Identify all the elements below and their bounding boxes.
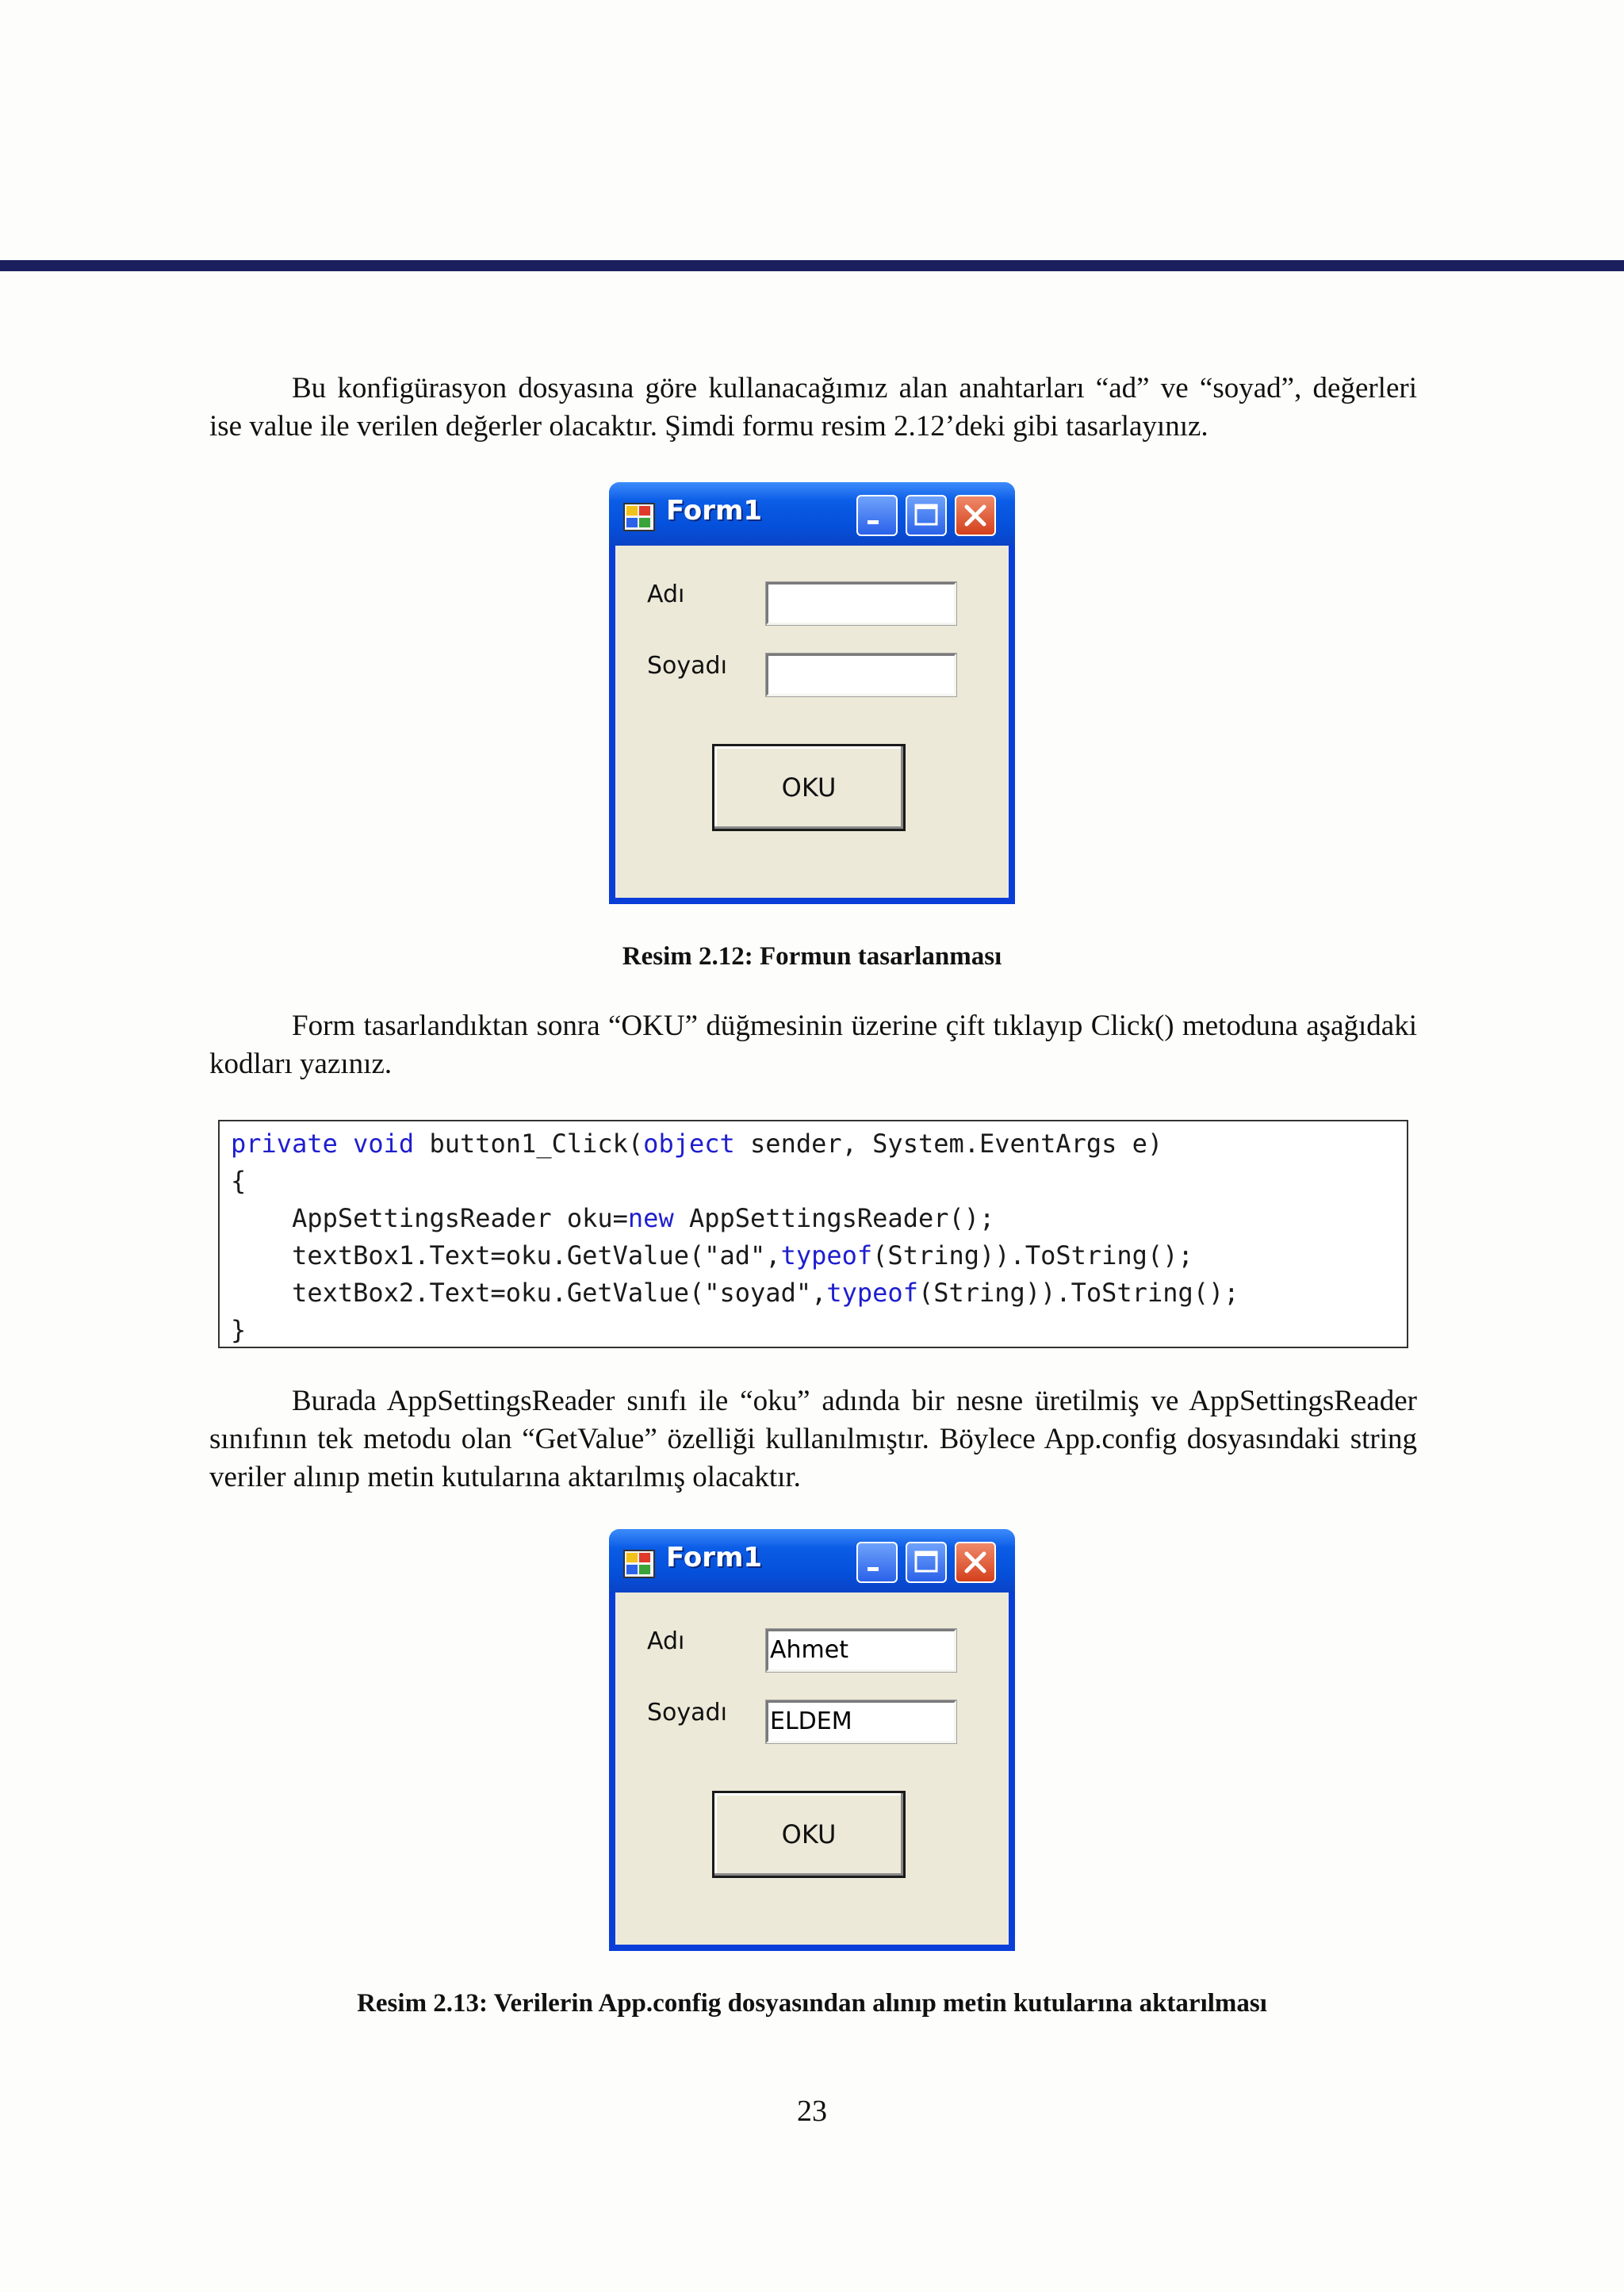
label-ad: Adı [647, 1627, 685, 1655]
maximize-icon [907, 496, 945, 535]
figure-caption-2: Resim 2.13: Verilerin App.config dosyasından alınıp metin kutularına aktarılması [357, 1989, 1267, 2018]
page-number: 23 [797, 2095, 827, 2128]
paragraph-1: Bu konfigürasyon dosyasına göre kullanacağımız alan anahtarları “ad” ve “soyad”, değerleri ise value ile verilen değerler olacaktır. Şimdi formu resim 2.12’deki gibi tasarlayınız. [209, 372, 1417, 443]
textbox-soyad[interactable]: ELDEM [766, 1700, 956, 1743]
code-text: { [231, 1166, 247, 1196]
form1-window-filled [609, 1529, 1015, 1951]
code-keyword: void [353, 1129, 415, 1159]
close-button[interactable] [955, 1542, 996, 1583]
label-soyad: Soyadı [647, 1699, 727, 1727]
paragraph-3: Burada AppSettingsReader sınıfı ile “oku” adında bir nesne üretilmiş ve AppSettingsReader sınıfının tek metodu olan “GetValue” özelliği kullanılmıştır. Böylece App.config dosyasındaki string veriler alınıp metin kutularına aktarılmış olacaktır. [209, 1385, 1417, 1493]
maximize-button[interactable] [906, 1542, 947, 1583]
code-text: textBox1.Text=oku.GetValue("ad", [231, 1240, 781, 1271]
close-icon [956, 496, 994, 535]
header-rule [0, 260, 1624, 271]
close-button[interactable] [955, 495, 996, 536]
code-keyword: typeof [826, 1278, 918, 1308]
code-text: sender, System.EventArgs e) [734, 1129, 1163, 1159]
textbox-ad[interactable] [766, 582, 956, 625]
textbox-ad[interactable]: Ahmet [766, 1629, 956, 1672]
app-form-icon [623, 1550, 655, 1578]
minimize-button[interactable] [856, 495, 898, 536]
minimize-button[interactable] [856, 1542, 898, 1583]
label-ad: Adı [647, 581, 685, 608]
label-soyad: Soyadı [647, 652, 727, 680]
form1-window [609, 482, 1015, 904]
code-keyword: typeof [780, 1240, 873, 1271]
figure-caption-1: Resim 2.12: Formun tasarlanması [622, 942, 1002, 971]
title-bar[interactable] [609, 482, 1015, 546]
code-text: } [231, 1315, 247, 1345]
code-text: AppSettingsReader(); [673, 1203, 995, 1233]
title-bar[interactable] [609, 1529, 1015, 1593]
code-keyword: object [643, 1129, 735, 1159]
code-text: (String)).ToString(); [917, 1278, 1239, 1308]
code-text: textBox2.Text=oku.GetValue("soyad", [231, 1278, 827, 1308]
code-text: AppSettingsReader oku= [231, 1203, 628, 1233]
form-client-area [615, 546, 1009, 898]
app-form-icon [623, 503, 655, 531]
window-title: Form1 [666, 1542, 763, 1573]
minimize-icon [858, 1543, 896, 1581]
code-text: button1_Click( [414, 1129, 644, 1159]
code-text: (String)).ToString(); [872, 1240, 1193, 1271]
code-keyword: private [231, 1129, 338, 1159]
code-block [218, 1120, 1408, 1348]
oku-button[interactable]: OKU [712, 1791, 906, 1878]
paragraph-2: Form tasarlandıktan sonra “OKU” düğmesinin üzerine çift tıklayıp Click() metoduna aşağıdaki kodları yazınız. [209, 1010, 1417, 1080]
window-title: Form1 [666, 495, 763, 527]
close-icon [956, 1543, 994, 1581]
code-keyword: new [627, 1203, 674, 1233]
textbox-soyad[interactable] [766, 653, 956, 696]
maximize-button[interactable] [906, 495, 947, 536]
oku-button[interactable]: OKU [712, 744, 906, 831]
maximize-icon [907, 1543, 945, 1581]
form-client-area [615, 1593, 1009, 1945]
minimize-icon [858, 496, 896, 535]
